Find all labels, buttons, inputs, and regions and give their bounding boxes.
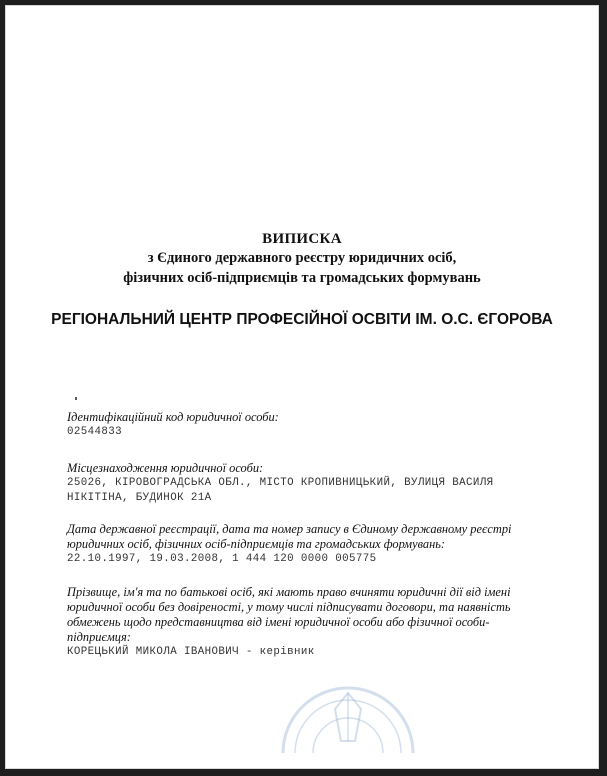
registration-label: Дата державної реєстрації, дата та номер запису в Єдиному державному реєстрі юридичних осіб, фізичних осіб-підприємців та громадських формувань:	[67, 522, 512, 551]
document-subtitle-line1: з Єдиного державного реєстру юридичних осіб,	[147, 250, 457, 266]
identification-code-section	[67, 410, 537, 440]
location-section	[67, 461, 537, 506]
registration-section	[67, 522, 537, 567]
organization-name: РЕГІОНАЛЬНИЙ ЦЕНТР ПРОФЕСІЙНОЇ ОСВІТИ ІМ. О.С. ЄГОРОВА	[51, 311, 553, 328]
location-value: 25026, КІРОВОГРАДСЬКА ОБЛ., МІСТО КРОПИВНИЦЬКИЙ, ВУЛИЦЯ ВАСИЛЯ НІКІТІНА, БУДИНОК 21А	[67, 477, 494, 504]
document-title: ВИПИСКА	[262, 231, 342, 247]
official-stamp-image	[273, 649, 423, 753]
identification-code-label: Ідентифікаційний код юридичної особи:	[67, 410, 279, 424]
authorized-persons-label: Прізвище, ім'я та по батькові осіб, які мають право вчиняти юридичні дії від імені юридичної особи без довіреності, у тому числі підписувати договори, та наявність обмежень щодо представництва від імені юридичної особи або фізичної особи-підприємця:	[67, 585, 511, 644]
identification-code-value: 02544833	[67, 426, 123, 438]
location-label: Місцезнаходження юридичної особи:	[67, 461, 264, 475]
authorized-persons-value: КОРЕЦЬКИЙ МИКОЛА ІВАНОВИЧ - керівник	[67, 646, 315, 658]
document-page	[5, 5, 599, 769]
document-subtitle-line2: фізичних осіб-підприємців та громадських формувань	[123, 270, 481, 286]
scan-speck	[75, 397, 77, 400]
registration-value: 22.10.1997, 19.03.2008, 1 444 120 0000 005775	[67, 553, 377, 565]
